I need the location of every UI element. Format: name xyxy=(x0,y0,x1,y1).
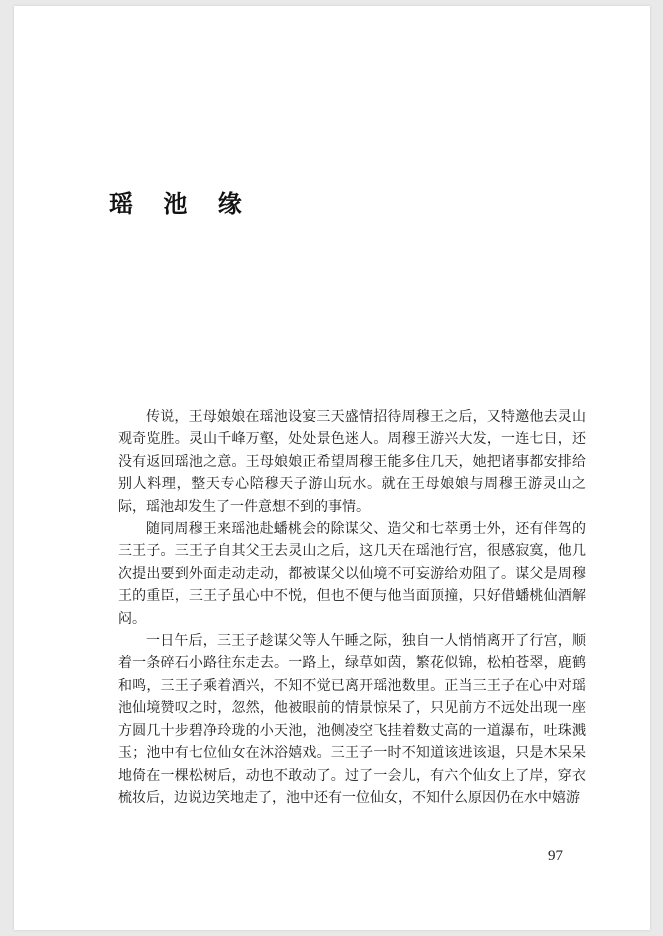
paragraph: 随同周穆王来瑶池赴蟠桃会的除谋父、造父和七萃勇士外，还有伴驾的三王子。三王子自其父王去灵山之后，这几天在瑶池行宫，很感寂寞，他几次提出要到外面走动走动，都被谋父以仙境不可妄游给劝阻了。谋父是周穆王的重臣，三王子虽心中不悦，但也不便与他当面顶撞，只好借蟠桃仙酒解闷。 xyxy=(118,521,586,627)
body-text xyxy=(118,406,586,809)
book-page xyxy=(14,6,650,930)
paragraph: 一日午后，三王子趁谋父等人午睡之际，独自一人悄悄离开了行宫，顺着一条碎石小路往东走去。一路上，绿草如茵，繁花似锦，松柏苍翠，鹿鹤和鸣，三王子乘着酒兴，不知不觉已离开瑶池数里。正当三王子在心中对瑶池仙境赞叹之时，忽然，他被眼前的情景惊呆了，只见前方不远处出现一座方圆几十步碧净玲珑的小天池，池侧凌空飞挂着数丈高的一道瀑布，吐珠溅玉；池中有七位仙女在沐浴嬉戏。三王子一时不知道该进该退，只是木呆呆地倚在一棵松树后，动也不敢动了。过了一会儿，有六个仙女上了岸，穿衣梳妆后，边说边笑地走了，池中还有一位仙女，不知什么原因仍在水中嬉游 xyxy=(118,633,586,806)
chapter-title: 瑶 池 缘 xyxy=(109,189,253,218)
page-number: 97 xyxy=(548,848,563,864)
paragraph: 传说，王母娘娘在瑶池设宴三天盛情招待周穆王之后，又特邀他去灵山观奇览胜。灵山千峰万壑，处处景色迷人。周穆王游兴大发，一连七日，还没有返回瑶池之意。王母娘娘正希望周穆王能多住几天，她把诸事都安排给别人料理，整天专心陪穆天子游山玩水。就在王母娘娘与周穆王游灵山之际，瑶池却发生了一件意想不到的事情。 xyxy=(118,409,586,515)
